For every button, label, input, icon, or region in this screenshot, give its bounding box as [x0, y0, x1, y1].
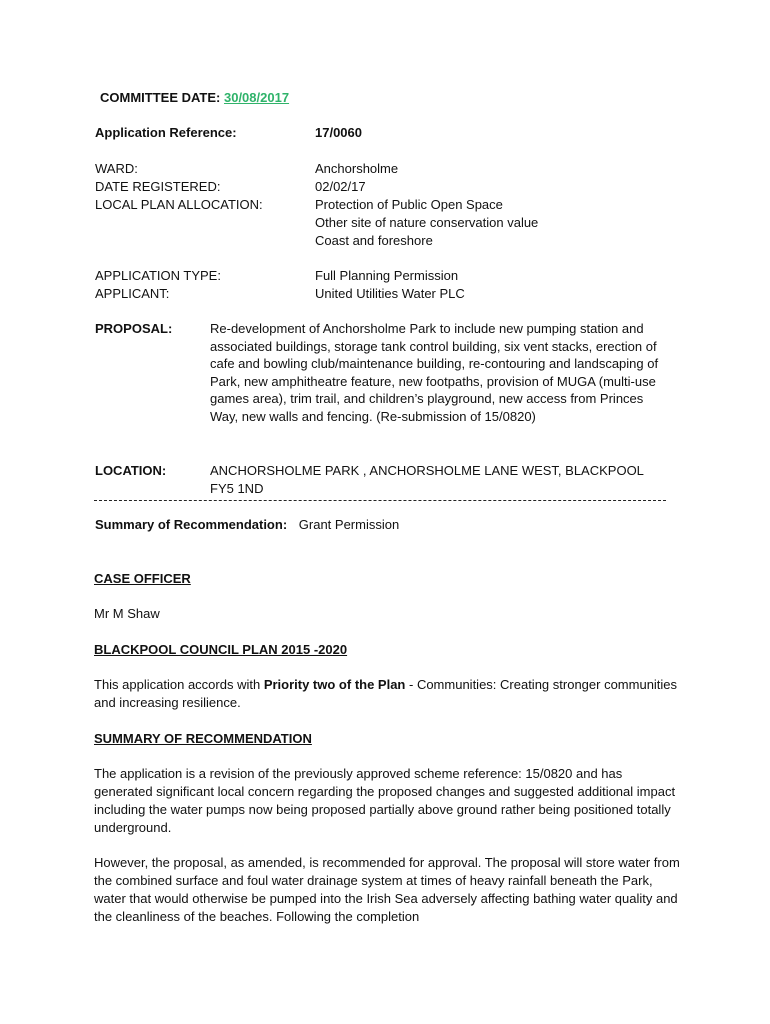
- proposal-text: Re-development of Anchorsholme Park to include new pumping station and associated buildings, storage tank control building, six vent stacks, erection of cafe and bowling club/maintenance building, re-contouring and landscaping of Park, new amphitheatre feature, new footpaths, provision of MUGA (multi-use games area), trim trail, and children’s playground, new access from Princes Way, new walls and fencing. (Re-submission of 15/0820): [210, 321, 659, 424]
- proposal-label: PROPOSAL:: [95, 321, 173, 336]
- date-registered-label: DATE REGISTERED:: [95, 179, 221, 194]
- council-plan-priority: Priority two of the Plan: [263, 677, 406, 692]
- summary-paragraph-2: However, the proposal, as amended, is recommended for approval. The proposal will store water from the combined surface and foul water drainage system at times of heavy rainfall beneath the Park, water that would otherwise be pumped into the Irish Sea adversely affecting bathing water quality and the cleanliness of the beaches. Following the completion: [94, 855, 680, 924]
- allocation-value-3: Coast and foreshore: [315, 233, 433, 248]
- applicant-label: APPLICANT:: [95, 286, 170, 301]
- summary-section-heading: SUMMARY OF RECOMMENDATION: [94, 731, 312, 746]
- case-officer-heading: CASE OFFICER: [94, 571, 191, 586]
- applicant-value: United Utilities Water PLC: [315, 286, 465, 301]
- summary-label: Summary of Recommendation:: [95, 517, 288, 532]
- council-plan-paragraph: [94, 676, 684, 712]
- allocation-value-1: Protection of Public Open Space: [315, 197, 503, 212]
- summary-of-recommendation-line: [95, 516, 399, 534]
- ward-label: WARD:: [95, 161, 138, 176]
- committee-date-label: COMMITTEE DATE:: [100, 90, 221, 105]
- council-plan-heading: BLACKPOOL COUNCIL PLAN 2015 -2020: [94, 642, 348, 657]
- case-officer-name: Mr M Shaw: [94, 606, 160, 621]
- council-plan-text-after: - Communities: Creating stronger communities and increasing resilience.: [94, 677, 678, 710]
- committee-date-link[interactable]: 30/08/2017: [223, 90, 290, 105]
- location-text: ANCHORSHOLME PARK , ANCHORSHOLME LANE WEST, BLACKPOOL FY5 1ND: [210, 463, 644, 496]
- application-reference-label: Application Reference:: [95, 125, 237, 140]
- location-label: LOCATION:: [95, 463, 167, 478]
- application-reference-value: 17/0060: [315, 125, 362, 140]
- summary-value: Grant Permission: [298, 517, 400, 532]
- ward-value: Anchorsholme: [315, 161, 399, 176]
- date-registered-value: 02/02/17: [315, 179, 366, 194]
- section-divider: [94, 500, 666, 501]
- council-plan-text-before: This application accords with: [94, 677, 264, 692]
- committee-date-line: [100, 89, 289, 107]
- summary-paragraph-1: The application is a revision of the previously approved scheme reference: 15/0820 and has generated significant local concern regarding the proposed changes and suggested additional impact including the water pumps now being proposed partially above ground rather being positioned totally underground.: [94, 766, 676, 835]
- allocation-value-2: Other site of nature conservation value: [315, 215, 539, 230]
- local-plan-allocation-label: LOCAL PLAN ALLOCATION:: [95, 197, 263, 212]
- application-type-value: Full Planning Permission: [315, 268, 459, 283]
- application-type-label: APPLICATION TYPE:: [95, 268, 221, 283]
